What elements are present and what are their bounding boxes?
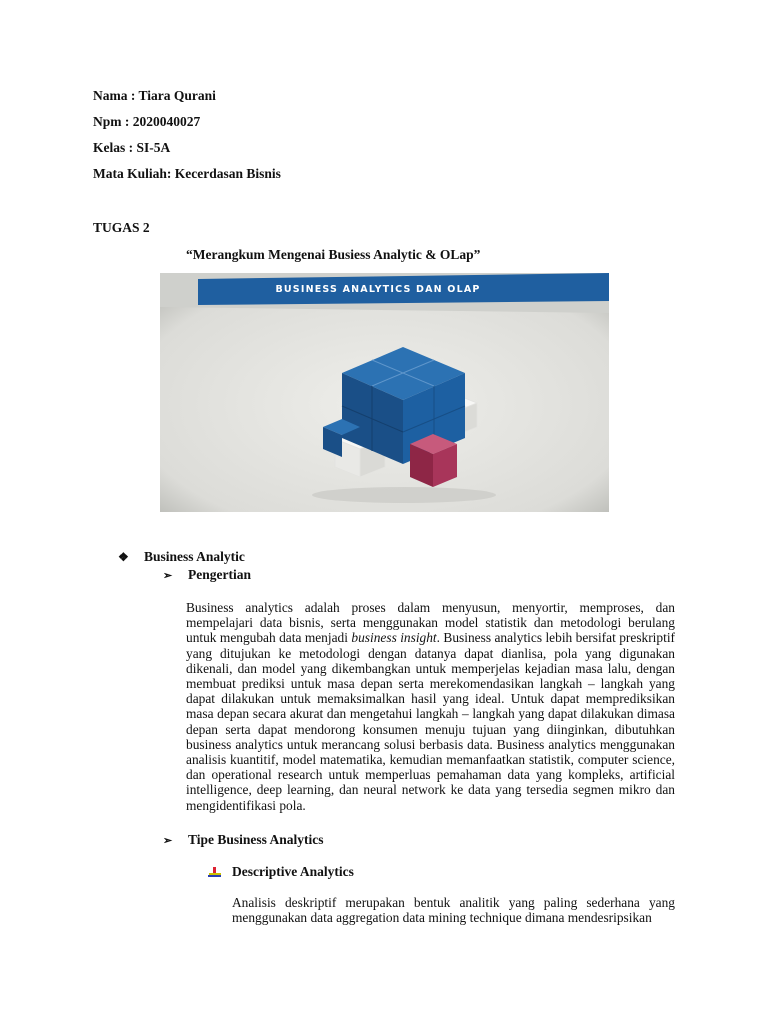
diamond-bullet-icon: ❖ [118,549,129,564]
document-subtitle: “Merangkum Mengenai Busiess Analytic & OLap” [186,247,481,262]
arrow-bullet-icon: ➢ [163,569,173,582]
para-italic-term: business insight [351,630,437,646]
pengertian-paragraph [186,600,675,813]
subsection-title: Tipe Business Analytics [188,832,324,847]
pointer-bullet-icon [208,866,222,878]
course-name: Mata Kuliah: Kecerdasan Bisnis [93,166,281,181]
para-text-start: Business analytics adalah proses dalam menyusun, menyortir, memproses, dan mempelajari data bisnis, serta menggunakan model statistik dan metodologi berulang untuk mengubah data menjadi [186,600,675,646]
item-title: Descriptive Analytics [232,864,354,879]
section-title: Business Analytic [144,549,245,564]
student-name: Nama : Tiara Qurani [93,88,216,103]
student-class: Kelas : SI-5A [93,140,171,155]
subsection-title: Pengertian [188,567,251,582]
para-text-end: . Business analytics lebih bersifat preskriptif yang ditujukan ke metodologi dengan datanya dapat dianlisa, pola yang digunakan dikenali, dan model yang dikembangkan untuk memperjelas kejadian masa lalu, dengan membuat prediksi untuk masa depan serta merekomendasikan langkah – langkah yang dapat dilakukan untuk memaksimalkan hasil yang ideal. Untuk dapat memprediksikan masa depan secara akurat dan mengetahui langkah – langkah yang dapat dilakukan dimasa depan serta dapat mendorong konsumen menuju tujuan yang diinginkan, dibutuhkan business analytics untuk merancang solusi berbasis data. Business analytics menggunakan analisis kuantitif, model matematika, kemudian memanfaatkan statistik, computer science, dan operational research untuk memperluas pemahaman data yang kompleks, artificial intelligence, deep learning, dan neural network ke data yang tersedia segmen mikro dan mengidentifikasi pola. [186,630,675,813]
banner-text: BUSINESS ANALYTICS DAN OLAP [275,284,481,295]
item-descriptive-analytics [208,864,354,880]
business-analytics-photo [160,273,609,512]
magenta-cube [410,434,457,487]
subsection-pengertian [163,567,251,583]
assignment-label: TUGAS 2 [93,220,150,235]
student-npm: Npm : 2020040027 [93,114,201,129]
arrow-bullet-icon: ➢ [163,834,173,847]
section-business-analytic [118,549,245,565]
subsection-tipe [163,832,324,848]
descriptive-paragraph: Analisis deskriptif merupakan bentuk analitik yang paling sederhana yang menggunakan data aggregation data mining technique dimana mendesripsikan [232,895,675,926]
